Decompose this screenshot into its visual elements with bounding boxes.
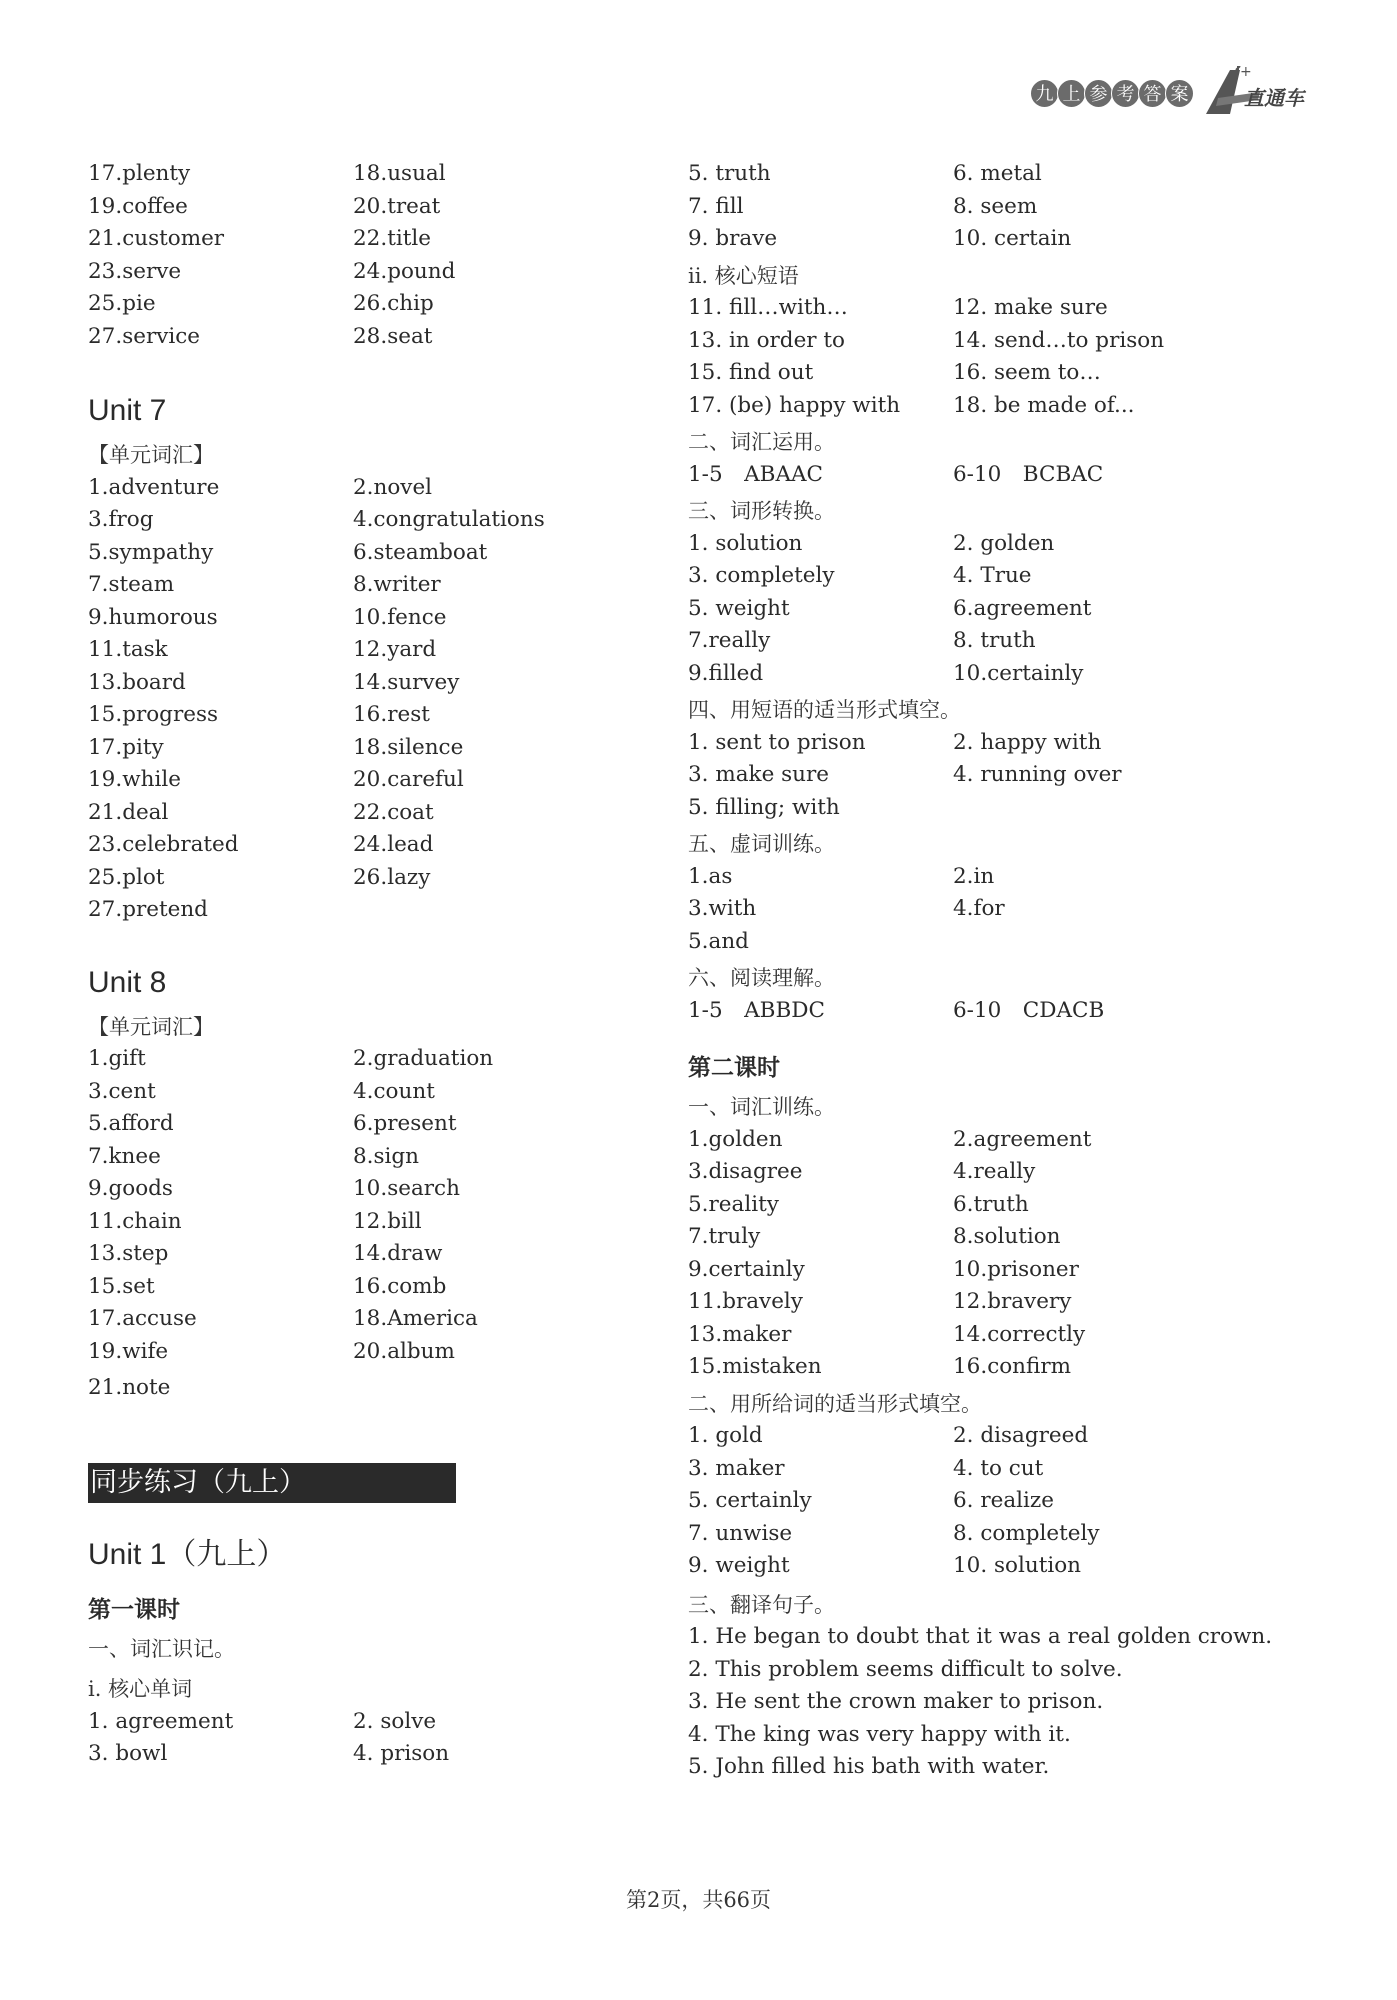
list-item: 25.plot [88,864,165,890]
list-item: 17. (be) happy with [688,392,901,418]
list-item: 20.careful [353,767,464,792]
list-item: 13.maker [688,1321,792,1347]
list-item: 23.celebrated [88,832,239,857]
list-item: 20.album [353,1338,455,1364]
list-item: 4. to cut [953,1455,1044,1481]
section3-answers [688,528,1308,691]
list-item: 3. make sure [688,762,830,787]
list-item: 14.survey [353,669,460,695]
list-item: 1.golden [688,1126,783,1152]
list-item: 1.adventure [88,474,220,500]
header-title-char: 参 [1084,79,1113,108]
list-item: 7.steam [88,572,175,597]
list-item: 3.disagree [688,1159,803,1184]
page-header [1032,66,1312,120]
list-item: 11.task [88,637,168,662]
lesson1-title: 第一课时 [88,1596,180,1623]
list-item: 19.while [88,767,181,792]
section2-label: 二、词汇运用。 [688,430,835,454]
list-item: 15.progress [88,702,219,727]
list-item: 4.count [353,1078,435,1104]
list-item: 6-10 BCBAC [953,461,1104,487]
phrase-list [688,292,1308,422]
list-item: 1-5 ABAAC [688,461,823,487]
list-item: 5. certainly [688,1488,812,1513]
list-item: 19.coffee [88,193,188,219]
list-item [353,894,618,927]
unit8-last-word [88,1372,618,1405]
list-item: 18.silence [353,734,464,760]
list-item: 3.cent [88,1078,156,1104]
list-item: 7.knee [88,1143,161,1169]
list-item: 5.reality [688,1191,779,1217]
header-title-char: 上 [1057,79,1086,108]
list-item: 4. running over [953,762,1122,787]
list-item: 5. weight [688,595,790,621]
page-number: 第2页，共66页 [625,1888,772,1912]
list-item: 11.chain [88,1208,182,1234]
list-item: 2. disagreed [953,1423,1089,1448]
list-item: 5. filling; with [688,794,840,820]
list-item: 27.pretend [88,897,208,922]
list-item: 19.wife [88,1338,169,1364]
list-item: 12. make sure [953,295,1108,320]
list-item: 4.really [953,1159,1036,1184]
list-item: 23.serve [88,258,182,284]
list-item: 8.writer [353,572,441,597]
list-item: 28.seat [353,323,433,349]
list-item: 16. seem to… [953,360,1101,385]
list-item: 5. truth [688,161,771,186]
header-title-char: 考 [1111,79,1140,108]
list-item: 14.correctly [953,1321,1086,1347]
list-item: 21.deal [88,799,169,825]
section5-answers [688,861,1308,959]
list-item: 20.treat [353,193,441,219]
list-item: 11. fill…with… [688,295,848,320]
list-item: 16.comb [353,1273,447,1299]
list-item: 9.filled [688,660,764,686]
list-item: 16.confirm [953,1354,1072,1379]
translation-sentence: 5. John filled his bath with water. [688,1754,1050,1779]
header-title-char: 答 [1138,79,1167,108]
list-item: 12.bravery [953,1289,1072,1314]
list-item: 9.humorous [88,604,218,630]
list-item: 2.novel [353,474,433,500]
list-item: 13.step [88,1241,169,1266]
section3-label: 三、词形转换。 [688,499,835,523]
list-item [953,926,1218,959]
top-word-list [88,158,618,353]
list-item: 14.draw [353,1241,443,1266]
section6-answers [688,995,1308,1028]
list-item: 15.set [88,1273,155,1299]
list-item: 10.search [353,1176,460,1201]
list-item: 12.yard [353,637,437,662]
list-item: 13. in order to [688,327,845,353]
list-item: 4.congratulations [353,507,545,532]
list-item: 24.pound [353,258,456,284]
section6-label: 六、阅读理解。 [688,966,835,990]
list-item: 7.really [688,628,771,653]
list-item: 8.solution [953,1224,1061,1249]
core-word-list-cont [688,158,1308,256]
list-item: 9. brave [688,226,778,251]
list-item: 8.sign [353,1143,420,1169]
unit7-title: Unit 7 [88,394,167,427]
list-item: 21.note [88,1375,171,1400]
list-item: 12.bill [353,1208,422,1234]
list-item: 6.steamboat [353,539,488,565]
section4-label: 四、用短语的适当形式填空。 [688,698,961,722]
list-item: 2.agreement [953,1126,1092,1152]
list-item: 10.fence [353,604,447,630]
list-item: 11.bravely [688,1289,803,1314]
list-item: 7. unwise [688,1520,793,1546]
translation-sentence: 3. He sent the crown maker to prison. [688,1689,1104,1714]
list-item: 10. solution [953,1553,1082,1578]
list-item: 7. fill [688,193,744,219]
list-item: 2.in [953,863,995,889]
list-item: 4. True [953,563,1032,588]
list-item: 26.lazy [353,864,431,890]
translation-sentence: 4. The king was very happy with it. [688,1721,1071,1747]
list-item: 22.title [353,226,431,251]
list-item: 18.usual [353,161,446,186]
list-item: 3.frog [88,507,154,532]
translation-sentence: 1. He began to doubt that it was a real golden crown. [688,1624,1273,1649]
section5-label: 五、虚词训练。 [688,832,835,856]
list-item: 3. maker [688,1455,785,1481]
list-item: 3.with [688,896,757,921]
l2-section2-label: 二、用所给词的适当形式填空。 [688,1391,982,1416]
list-item: 13.board [88,669,186,695]
list-item: 1-5 ABBDC [688,997,825,1023]
list-item: 15.mistaken [688,1354,822,1379]
list-item: 3. completely [688,563,835,588]
list-item: 7.truly [688,1224,761,1249]
list-item: 25.pie [88,291,156,316]
header-title-char: 案 [1165,79,1194,108]
section4-answers [688,727,1308,825]
list-item: 8. completely [953,1520,1100,1546]
list-item: 1. solution [688,530,803,556]
unit7-label: 【单元词汇】 [88,443,214,467]
list-item: 8. truth [953,628,1036,653]
list-item: 1.gift [88,1046,146,1071]
list-item: 18.America [353,1306,478,1331]
list-item: 5.and [688,928,749,954]
list-item: 17.pity [88,734,164,760]
l2-section1-label: 一、词汇训练。 [688,1095,835,1119]
list-item: 3. bowl [88,1741,168,1766]
logo-text: 直通车 [1244,86,1304,110]
list-item: 5.sympathy [88,539,214,565]
core-words-label: i. 核心单词 [88,1677,193,1701]
translation-sentence: 2. This problem seems difficult to solve. [688,1656,1123,1682]
list-item: 6-10 CDACB [953,997,1105,1023]
right-column [688,158,1308,1784]
list-item: 6.truth [953,1191,1029,1217]
header-title [1032,79,1194,108]
list-item: 22.coat [353,799,434,825]
list-item: 2. happy with [953,729,1102,755]
list-item: 1. sent to prison [688,729,866,755]
logo [1200,66,1312,120]
section-banner: 同步练习（九上） [88,1463,456,1503]
lesson2-title: 第二课时 [688,1055,780,1081]
list-item [953,792,1218,825]
list-item: 2.graduation [353,1046,494,1071]
header-title-char: 九 [1030,79,1059,108]
list-item: 9.certainly [688,1256,805,1282]
list-item: 27.service [88,323,201,349]
list-item: 9.goods [88,1176,173,1201]
translation-sentences [688,1621,1308,1784]
list-item: 10. certain [953,226,1072,251]
svg-text:+: + [1240,66,1252,80]
unit8-title: Unit 8 [88,965,167,999]
left-column [88,158,618,1771]
list-item: 14. send…to prison [953,327,1165,353]
list-item: 6. realize [953,1488,1054,1513]
list-item: 1. gold [688,1423,763,1448]
unit8-word-list [88,1043,618,1368]
l2-section2-answers [688,1420,1308,1583]
unit7-word-list [88,472,618,927]
list-item: 17.accuse [88,1306,197,1331]
l2-section1-answers [688,1124,1308,1384]
list-item: 9. weight [688,1553,790,1578]
list-item: 15. find out [688,360,814,385]
list-item: 10.certainly [953,660,1084,686]
list-item: 10.prisoner [953,1256,1079,1282]
l2-section3-label: 三、翻译句子。 [688,1592,835,1617]
list-item: 21.customer [88,226,225,251]
list-item: 4. prison [353,1741,450,1766]
core-word-list [88,1706,618,1771]
section2-answers [688,459,1308,492]
list-item: 24.lead [353,832,434,857]
list-item: 1.as [688,863,733,889]
unit1-title: Unit 1（九上） [88,1537,287,1571]
list-item: 17.plenty [88,161,191,186]
list-item: 4.for [953,896,1005,921]
core-phrases-label: ii. 核心短语 [688,263,799,288]
section1-label: 一、词汇识记。 [88,1636,235,1661]
list-item: 6.agreement [953,595,1092,621]
list-item: 8. seem [953,193,1038,219]
list-item: 2. golden [953,530,1055,556]
list-item: 26.chip [353,291,434,316]
list-item: 2. solve [353,1708,437,1734]
list-item: 16.rest [353,702,430,727]
list-item: 5.afford [88,1111,174,1136]
list-item: 6. metal [953,161,1042,186]
unit8-label: 【单元词汇】 [88,1014,214,1039]
list-item: 1. agreement [88,1708,234,1734]
list-item: 6.present [353,1111,457,1136]
list-item: 18. be made of... [953,392,1135,418]
